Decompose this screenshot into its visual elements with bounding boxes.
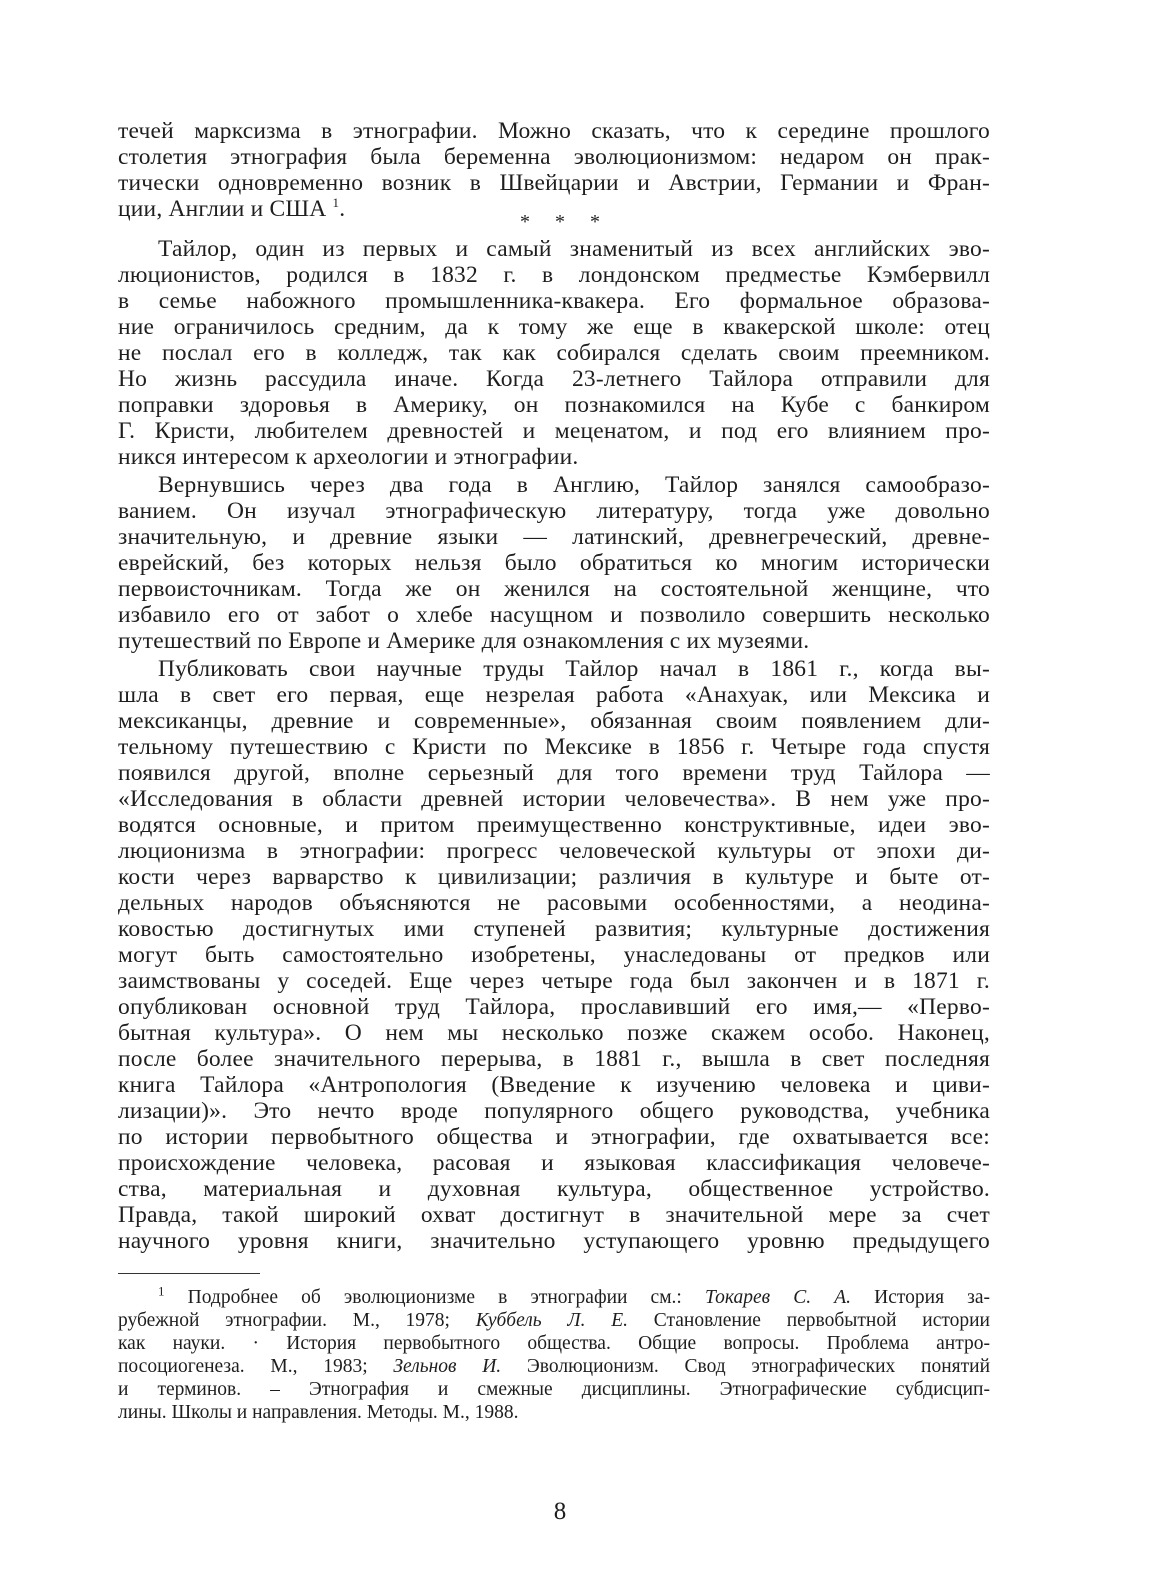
footnote-line: $^1$ Подробнее об эволюционизме в этнографии см.: Токарев С. А. История за- bbox=[158, 1287, 990, 1310]
text-line: Тайлор, один из первых и самый знаменитый из всех английских эво- bbox=[158, 236, 990, 262]
text-line: происхождение человека, расовая и языковая классификация человече- bbox=[118, 1150, 990, 1176]
text-line: дельных народов объясняются не расовыми особенностями, а неодина- bbox=[118, 890, 990, 916]
text-line: еврейский, без которых нельзя было обратиться ко многим исторически bbox=[118, 550, 990, 576]
text-line: поправки здоровья в Америку, он познакомился на Кубе с банкиром bbox=[118, 392, 990, 418]
author-name: Токарев С. А. bbox=[704, 1287, 852, 1308]
text-line: ции, Англии и США $^1$. bbox=[118, 196, 346, 222]
text-line: лизации)». Это нечто вроде популярного общего руководства, учебника bbox=[118, 1098, 990, 1124]
text-line: кости через варварство к цивилизации; различия в культуре и быте от- bbox=[118, 864, 990, 890]
section-separator: * * * bbox=[520, 211, 610, 233]
text-line: избавило его от забот о хлебе насущном и позволило совершить несколько bbox=[118, 602, 990, 628]
text-line: люционистов, родился в 1832 г. в лондонском предместье Кэмбервилл bbox=[118, 262, 990, 288]
text-line: ванием. Он изучал этнографическую литературу, тогда уже довольно bbox=[118, 498, 990, 524]
footnote-line: посоциогенеза. М., 1983; Зельнов И. Эволюционизм. Свод этнографических понятий bbox=[118, 1356, 990, 1377]
author-name: Куббель Л. Е. bbox=[475, 1310, 628, 1331]
text-line: «Исследования в области древней истории человечества». В нем уже про- bbox=[118, 786, 990, 812]
text-line: путешествий по Европе и Америке для ознакомления с их музеями. bbox=[118, 628, 810, 654]
footnote-line: рубежной этнографии. М., 1978; Куббель Л. Е. Становление первобытной истории bbox=[118, 1310, 990, 1331]
footnote-mark: 1 bbox=[158, 1287, 165, 1299]
footnote-line: и терминов. – Этнография и смежные дисциплины. Этнографические субдисцип- bbox=[118, 1379, 990, 1400]
text-line: после более значительного перерыва, в 1881 г., вышла в свет последняя bbox=[118, 1046, 990, 1072]
text-line: опубликован основной труд Тайлора, прославивший его имя,— «Перво- bbox=[118, 994, 990, 1020]
footnote-line: как науки. · История первобытного общества. Общие вопросы. Проблема антро- bbox=[118, 1333, 990, 1354]
text-line: Публиковать свои научные труды Тайлор начал в 1861 г., когда вы- bbox=[158, 656, 990, 682]
text-line: заимствованы у соседей. Еще через четыре года был закончен и в 1871 г. bbox=[118, 968, 990, 994]
text-line: столетия этнография была беременна эволюционизмом: недаром он прак- bbox=[118, 144, 990, 170]
text-line: значительную, и древние языки — латинский, древнегреческий, древне- bbox=[118, 524, 990, 550]
text-line: Но жизнь рассудила иначе. Когда 23-летнего Тайлора отправили для bbox=[118, 366, 990, 392]
text-line: ства, материальная и духовная культура, общественное устройство. bbox=[118, 1176, 990, 1202]
text-line: Вернувшись через два года в Англию, Тайлор занялся самообразо- bbox=[158, 472, 990, 498]
text-line: первоисточникам. Тогда же он женился на состоятельной женщине, что bbox=[118, 576, 990, 602]
author-name: Зельнов И. bbox=[393, 1356, 502, 1377]
text-line: течей марксизма в этнографии. Можно сказать, что к середине прошлого bbox=[118, 118, 990, 144]
text-line: шла в свет его первая, еще незрелая работа «Анахуак, или Мексика и bbox=[118, 682, 990, 708]
text-line: не послал его в колледж, так как собирался сделать своим преемником. bbox=[118, 340, 990, 366]
text-line: ковостью достигнутых ими ступеней развития; культурные достижения bbox=[118, 916, 990, 942]
text-line: ние ограничилось средним, да к тому же еще в квакерской школе: отец bbox=[118, 314, 990, 340]
text-line: книга Тайлора «Антропология (Введение к изучению человека и циви- bbox=[118, 1072, 990, 1098]
text-line: тически одновременно возник в Швейцарии и Австрии, Германии и Фран- bbox=[118, 170, 990, 196]
text-line: водятся основные, и притом преимущественно конструктивные, идеи эво- bbox=[118, 812, 990, 838]
text-line: появился другой, вполне серьезный для того времени труд Тайлора — bbox=[118, 760, 990, 786]
text-line: тельному путешествию с Кристи по Мексике в 1856 г. Четыре года спустя bbox=[118, 734, 990, 760]
text-line: в семье набожного промышленника-квакера. Его формальное образова- bbox=[118, 288, 990, 314]
text-line: бытная культура». О нем мы несколько позже скажем особо. Наконец, bbox=[118, 1020, 990, 1046]
text-line: никся интересом к археологии и этнографии. bbox=[118, 444, 579, 470]
footnote-line: лины. Школы и направления. Методы. М., 1988. bbox=[118, 1402, 519, 1423]
text-line: научного уровня книги, значительно уступающего уровню предыдущего bbox=[118, 1228, 990, 1254]
text-line: Правда, такой широкий охват достигнут в значительной мере за счет bbox=[118, 1202, 990, 1228]
text-line: могут быть самостоятельно изобретены, унаследованы от предков или bbox=[118, 942, 990, 968]
text-line: мексиканцы, древние и современные», обязанная своим появлением дли- bbox=[118, 708, 990, 734]
footnote-reference[interactable]: 1 bbox=[332, 196, 340, 211]
text-line: люционизма в этнографии: прогресс человеческой культуры от эпохи ди- bbox=[118, 838, 990, 864]
footnote-divider bbox=[118, 1273, 260, 1274]
text-line: по истории первобытного общества и этнографии, где охватывается все: bbox=[118, 1124, 990, 1150]
page-number: 8 bbox=[553, 1498, 567, 1525]
text-line: Г. Кристи, любителем древностей и меценатом, и под его влиянием про- bbox=[118, 418, 990, 444]
